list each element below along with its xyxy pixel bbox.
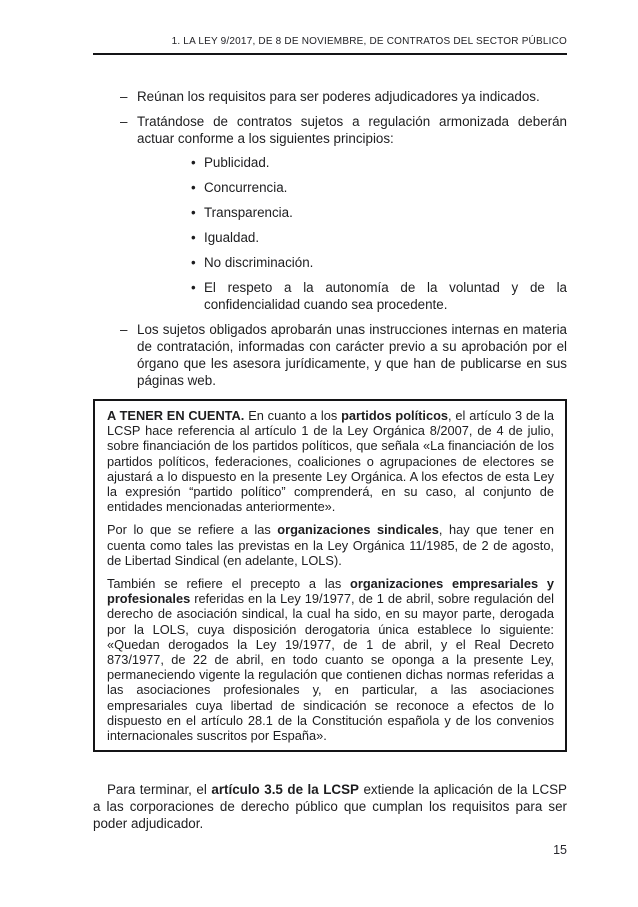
note-box: [93, 399, 567, 752]
closing-paragraph: Para terminar, el artículo 3.5 de la LCSP extiende la aplicación de la LCSP a las corporaciones de derecho público que cumplan los requisitos para ser poder adjudicador.: [93, 782, 567, 832]
note-paragraph: Por lo que se refiere a las organizaciones sindicales, hay que tener en cuenta como tales las previstas en la Ley Orgánica 11/1985, de 2 de agosto, de Libertad Sindical (en adelante, LOLS).: [107, 522, 554, 568]
bullet-marker: •: [191, 155, 196, 170]
bullet-marker: •: [191, 180, 196, 195]
dash-marker: –: [120, 114, 128, 129]
bullet-marker: •: [191, 230, 196, 245]
page-number: 15: [553, 843, 567, 857]
list-item-text: No discriminación.: [204, 255, 314, 270]
list-item-text: Publicidad.: [204, 155, 270, 170]
page-content: [93, 88, 567, 832]
list-item-bullet: [137, 229, 567, 246]
note-paragraph: También se refiere el precepto a las organizaciones empresariales y profesionales referidas en la Ley 19/1977, de 1 de abril, sobre regulación del derecho de asociación sindical, la cual ha sido, en su mayor parte, derogada por la LOLS, cuya disposición derogatoria única establece lo siguiente: «Quedan derogados la Ley 19/1977, de 1 de abril, y el Real Decreto 873/1977, de 22 de abril, en todo cuanto se oponga a la presente Ley, permaneciendo vigente la regulación que contienen dichas normas referidas a las asociaciones profesionales y, en particular, a las asociaciones empresariales cuya libertad de sindicación se reconoce a efectos de lo dispuesto en el artículo 28.1 de la Constitución española y de los convenios internacionales suscritos por España».: [107, 576, 554, 744]
dash-marker: –: [120, 89, 128, 104]
list-item-text: Igualdad.: [204, 230, 260, 245]
list-item-bullet: [137, 279, 567, 313]
principles-sublist: [137, 154, 567, 313]
list-item-text: Concurrencia.: [204, 180, 288, 195]
list-item-text: Los sujetos obligados aprobarán unas instrucciones internas en materia de contratación, informadas con carácter previo a su aprobación por el órgano que les asesora jurídicamente, y que han de publicarse en sus páginas web.: [137, 322, 567, 388]
dash-marker: –: [120, 322, 128, 337]
list-item-text: Reúnan los requisitos para ser poderes adjudicadores ya indicados.: [137, 89, 540, 104]
list-item-bullet: [137, 179, 567, 196]
list-item-dash: [93, 88, 567, 105]
list-item-dash: [93, 321, 567, 389]
note-paragraph: A TENER EN CUENTA. En cuanto a los partidos políticos, el artículo 3 de la LCSP hace referencia al artículo 1 de la Ley Orgánica 8/2007, de 4 de julio, sobre financiación de los partidos políticos, que señala «La financiación de los partidos políticos, federaciones, coaliciones o agrupaciones de electores se ajustará a lo dispuesto en la presente Ley Orgánica. A los efectos de esta Ley la expresión “partido político” comprenderá, en su caso, al conjunto de entidades mencionadas anteriormente».: [107, 408, 555, 515]
list-item-bullet: [137, 204, 567, 221]
running-header: 1. LA LEY 9/2017, DE 8 DE NOVIEMBRE, DE CONTRATOS DEL SECTOR PÚBLICO: [171, 36, 567, 47]
list-item-bullet: [137, 254, 567, 271]
list-item-text: El respeto a la autonomía de la voluntad y de la confidencialidad cuando sea procedente.: [204, 280, 567, 312]
bullet-marker: •: [191, 280, 196, 295]
bullet-marker: •: [191, 205, 196, 220]
header-rule: [93, 53, 567, 55]
list-item-text: Transparencia.: [204, 205, 293, 220]
bullet-marker: •: [191, 255, 196, 270]
list-item-dash: [93, 113, 567, 313]
list-item-bullet: [137, 154, 567, 171]
list-item-text: Tratándose de contratos sujetos a regulación armonizada deberán actuar conforme a los siguientes principios:: [137, 114, 567, 146]
